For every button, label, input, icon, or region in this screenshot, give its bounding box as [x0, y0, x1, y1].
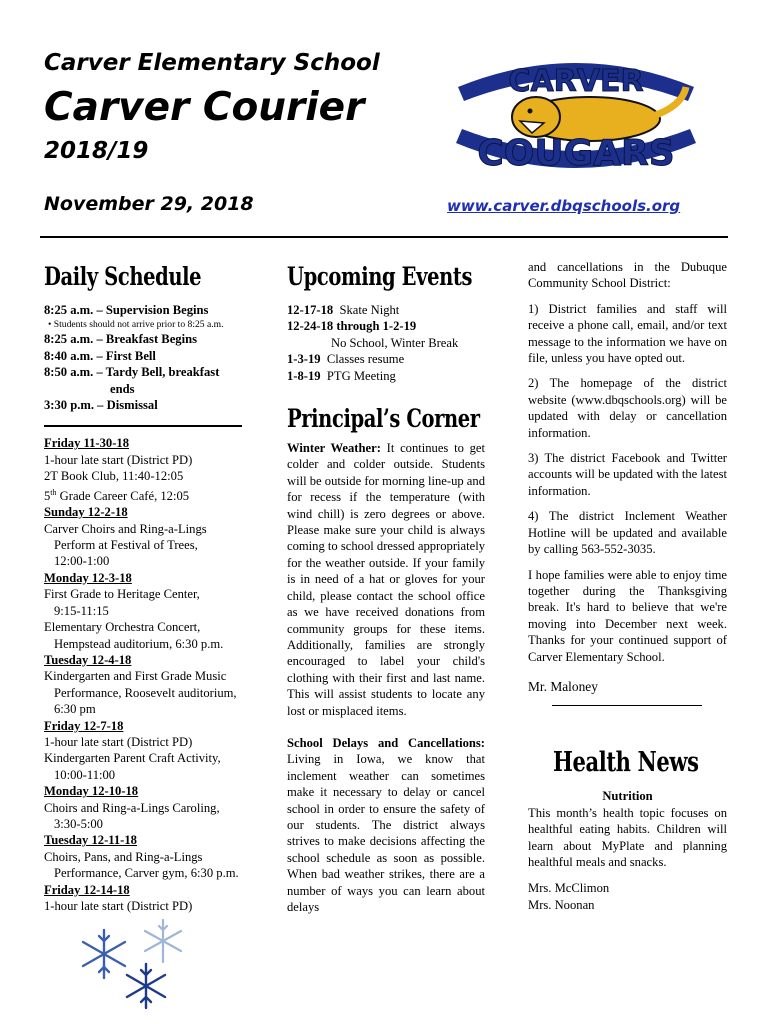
schedule-item: 8:25 a.m. – Supervision Begins	[44, 303, 209, 317]
calendar-entry: Kindergarten Parent Craft Activity,	[44, 751, 221, 766]
calendar-entry: 1-hour late start (District PD)	[44, 899, 193, 913]
schedule-item: 8:25 a.m. – Breakfast Begins	[44, 332, 197, 347]
calendar-day: Monday 12-10-18	[44, 784, 139, 799]
delays-continued: and cancellations in the Dubuque Community School District:	[528, 260, 727, 291]
calendar-entry: 6:30 pm	[54, 702, 96, 717]
calendar-entry: Elementary Orchestra Concert,	[44, 620, 201, 635]
calendar-entry: Choirs, Pans, and Ring-a-Lings	[44, 849, 203, 864]
calendar-entry: 3:30-5:00	[54, 816, 103, 831]
event-item: 1-3-19 Classes resume	[287, 352, 405, 367]
calendar-entry: Carver Choirs and Ring-a-Lings	[44, 521, 207, 536]
school-name: Carver Elementary School	[44, 50, 380, 76]
calendar-entry: 12:00-1:00	[54, 554, 110, 569]
health-news-heading: Health News	[552, 747, 699, 779]
calendar-entry: Performance, Roosevelt auditorium,	[54, 685, 237, 700]
principals-corner-heading: Principal’s Corner	[287, 404, 480, 434]
calendar-day: Friday 12-7-18	[44, 718, 124, 733]
calendar-day: Monday 12-3-18	[44, 570, 132, 585]
schedule-item: ends	[110, 381, 135, 396]
upcoming-events-heading: Upcoming Events	[287, 262, 473, 291]
schedule-item: 8:40 a.m. – First Bell	[44, 348, 156, 363]
health-topic: Nutrition	[602, 789, 653, 804]
calendar-entry: 9:15-11:15	[54, 603, 109, 618]
event-item: 1-8-19 PTG Meeting	[287, 368, 396, 383]
health-paragraph: This month’s health topic focuses on healthful eating habits. Children will learn about MyPlate and planning healthful meals and snacks.	[528, 805, 727, 869]
schedule-item: 8:50 a.m. – Tardy Bell, breakfast	[44, 365, 220, 380]
issue-date: November 29, 2018	[44, 193, 254, 215]
winter-weather-paragraph: Winter Weather: It continues to get colder and colder outside. Students will be outside for morning line-up and for recess if the temperature (with wind chill) is zero degrees or above. Please make sure your child is always coming to school dressed appropriately for the weather outside. If your family is in need of a hat or gloves for your child, please contact the school office as we have received donations from community groups for these items. Additionally, families are strongly encouraged to label your child's clothing with their first and last name. This will assist students to locate any lost or misplaced items.	[287, 441, 485, 718]
calendar-entry: Hempstead auditorium, 6:30 p.m.	[54, 636, 224, 651]
schedule-item: 3:30 p.m. – Dismissal	[44, 398, 158, 413]
health-author: Mrs. McClimon	[528, 881, 610, 896]
calendar-day: Tuesday 12-4-18	[44, 652, 132, 667]
delay-notice-point: 2) The homepage of the district website (www.dbqschools.org) will be updated with delay or cancellation information.	[528, 376, 727, 440]
delay-notice-point: 4) The district Inclement Weather Hotline will be updated and available by calling 563-552-3035.	[528, 509, 727, 557]
closing-paragraph: I hope families were able to enjoy time together during the Thanksgiving break. It's hard to believe that we're moving into December next week. Thanks for your continued support of Carver Elementary School.	[528, 567, 727, 664]
principal-signature: Mr. Maloney	[528, 678, 598, 694]
delay-notice-point: 3) The district Facebook and Twitter accounts will be updated with the latest information.	[528, 451, 727, 498]
events-column	[287, 262, 485, 915]
calendar-entry: 2T Book Club, 11:40-12:05	[44, 469, 184, 484]
calendar-entry: 10:00-11:00	[54, 767, 116, 782]
calendar-entry: Perform at Festival of Trees,	[54, 538, 198, 553]
website-link[interactable]: www.carver.dbqschools.org	[447, 197, 681, 215]
calendar-entry: First Grade to Heritage Center,	[44, 587, 200, 602]
snowflake-icon	[122, 962, 170, 1010]
calendar-entry: 5th Grade Career Café, 12:05	[44, 487, 190, 503]
calendar-day: Tuesday 12-11-18	[44, 833, 137, 848]
daily-schedule-column	[44, 262, 266, 914]
logo-top-text: CARVER	[508, 64, 644, 99]
carver-cougars-logo	[450, 47, 702, 185]
delay-notice-point: 1) District families and staff will receive a phone call, email, and/or text message to the information we have on file, unless you have opted out.	[528, 301, 727, 366]
event-text: No School, Winter Break	[331, 335, 459, 350]
cougar-head	[512, 97, 560, 137]
event-date: 12-24-18 through 1-2-19	[287, 319, 417, 334]
schedule-note: • Students should not arrive prior to 8:25 a.m.	[48, 319, 224, 331]
calendar-entry: Performance, Carver gym, 6:30 p.m.	[54, 866, 239, 881]
school-year: 2018/19	[44, 138, 149, 164]
logo-bottom-text: COUGARS	[477, 133, 675, 174]
daily-schedule-heading: Daily Schedule	[44, 262, 202, 291]
calendar-day: Sunday 12-2-18	[44, 505, 128, 520]
snowflake-icon	[140, 918, 186, 964]
event-item: 12-17-18 Skate Night	[287, 303, 400, 317]
calendar-entry: Kindergarten and First Grade Music	[44, 669, 227, 684]
calendar-entry: 1-hour late start (District PD)	[44, 452, 193, 467]
school-delays-paragraph: School Delays and Cancellations: Living in Iowa, we know that inclement weather can sometimes make it necessary to delay or cancel school in order to ensure the safety of our students. The district always strives to make decisions affecting the school schedule as soon as possible. When bad weather strikes, there are a number of ways you can learn about delays	[287, 735, 485, 914]
health-author: Mrs. Noonan	[528, 897, 595, 912]
header-divider	[40, 236, 728, 238]
calendar-entry: Choirs and Ring-a-Lings Caroling,	[44, 800, 220, 815]
calendar-day: Friday 11-30-18	[44, 436, 130, 451]
calendar-entry: 1-hour late start (District PD)	[44, 734, 193, 749]
right-column	[528, 259, 727, 913]
calendar-day: Friday 12-14-18	[44, 882, 130, 897]
schedule-divider	[44, 425, 242, 427]
newsletter-title: Carver Courier	[44, 85, 365, 130]
